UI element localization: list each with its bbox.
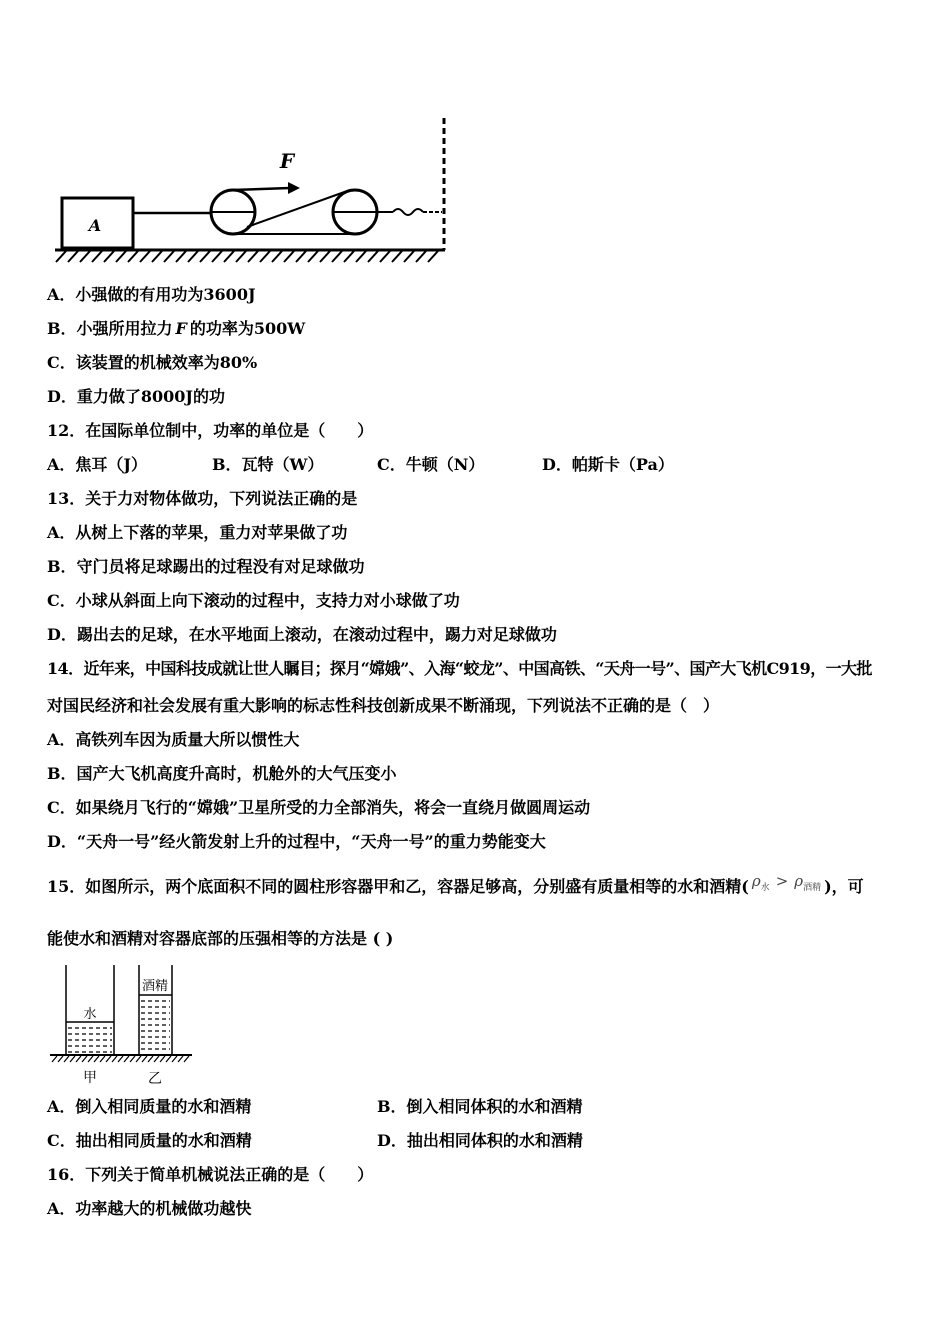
q13-stem: 13．关于力对物体做功，下列说法正确的是: [47, 489, 358, 508]
q16-stem: 16．下列关于简单机械说法正确的是（ ）: [47, 1165, 374, 1184]
force-variable: F: [175, 319, 187, 338]
q15-stem-text-after: )，可: [824, 877, 864, 896]
q11-option-b-text-before: B．小强所用拉力: [47, 319, 173, 338]
q15-stem-line-1: [47, 870, 927, 904]
rho-alcohol-subscript: 酒精: [803, 883, 822, 893]
q15-option-d: D．抽出相同体积的水和酒精: [377, 1131, 583, 1150]
rope-top-pull: [233, 188, 290, 190]
rho-alcohol: ρ: [794, 872, 804, 890]
q14-option-c: C．如果绕月飞行的“嫦娥”卫星所受的力全部消失，将会一直绕月做圆周运动: [47, 798, 591, 817]
q12-option-d: D．帕斯卡（Pa）: [542, 455, 674, 474]
q15-options-row-2: [47, 1124, 927, 1158]
q13-option-c: C．小球从斜面上向下滚动的过程中，支持力对小球做了功: [47, 591, 460, 610]
pulley-diagram: [48, 110, 458, 270]
water-label: 水: [83, 1007, 97, 1022]
q13-option-a: A．从树上下落的苹果，重力对苹果做了功: [47, 523, 348, 542]
q12-option-b: B．瓦特（W）: [212, 455, 324, 474]
block-a-label: A: [88, 216, 102, 235]
q12-options-row: [47, 448, 927, 482]
q13-option-b: B．守门员将足球踢出的过程没有对足球做功: [47, 557, 365, 576]
q15-option-c: C．抽出相同质量的水和酒精: [47, 1131, 252, 1150]
container-left-label: 甲: [83, 1070, 97, 1086]
q15-option-a: A．倒入相同质量的水和酒精: [47, 1097, 252, 1116]
rope-to-wall-spring: [393, 209, 423, 215]
q15-stem-line-2: 能使水和酒精对容器底部的压强相等的方法是 ( ): [47, 929, 394, 948]
force-label: F: [279, 149, 295, 173]
q11-option-b: [47, 312, 927, 346]
alcohol-label: 酒精: [141, 979, 169, 994]
containers-diagram: [47, 956, 207, 1090]
container-ground-hatching: [52, 1056, 189, 1062]
q11-option-a: A．小强做的有用功为3600J: [47, 285, 256, 304]
q11-option-b-text-after: 的功率为500W: [189, 319, 306, 338]
q14-stem-line-2: 对国民经济和社会发展有重大影响的标志性科技创新成果不断涌现，下列说法不正确的是（ ）: [47, 696, 720, 715]
q12-stem: 12．在国际单位制中，功率的单位是（ ）: [47, 421, 374, 440]
q14-stem-line-1: 14．近年来，中国科技成就让世人瞩目；探月“嫦娥”、入海“蛟龙”、中国高铁、“天舟一号”、国产大飞机C919，一大批: [47, 659, 872, 678]
question-content: [47, 278, 927, 1226]
rho-water: ρ: [751, 872, 761, 890]
q11-option-d: D．重力做了8000J的功: [47, 387, 225, 406]
q14-option-b: B．国产大飞机高度升高时，机舱外的大气压变小: [47, 764, 397, 783]
ground-hatching: [56, 251, 438, 262]
alcohol-fill: [141, 1001, 170, 1049]
q11-option-c: C．该装置的机械效率为80%: [47, 353, 258, 372]
q15-options-row-1: [47, 1090, 927, 1124]
q15-option-b: B．倒入相同体积的水和酒精: [377, 1097, 583, 1116]
rho-water-subscript: 水: [760, 883, 770, 893]
water-fill: [68, 1028, 112, 1052]
q12-option-a: A．焦耳（J）: [47, 455, 147, 474]
greater-than-sign: >: [775, 872, 789, 890]
q15-stem-text: 15．如图所示，两个底面积不同的圆柱形容器甲和乙，容器足够高，分别盛有质量相等的水和酒精(: [47, 877, 749, 896]
density-comparison-formula: [751, 872, 822, 893]
container-right-label: 乙: [148, 1071, 162, 1087]
q13-option-d: D．踢出去的足球，在水平地面上滚动，在滚动过程中，踢力对足球做功: [47, 625, 557, 644]
q12-option-c: C．牛顿（N）: [377, 455, 485, 474]
q16-option-a: A．功率越大的机械做功越快: [47, 1199, 252, 1218]
containers-figure: [47, 956, 927, 1090]
q14-option-d: D．“天舟一号”经火箭发射上升的过程中，“天舟一号”的重力势能变大: [47, 832, 546, 851]
q14-option-a: A．高铁列车因为质量大所以惯性大: [47, 730, 300, 749]
force-arrowhead: [288, 182, 300, 194]
